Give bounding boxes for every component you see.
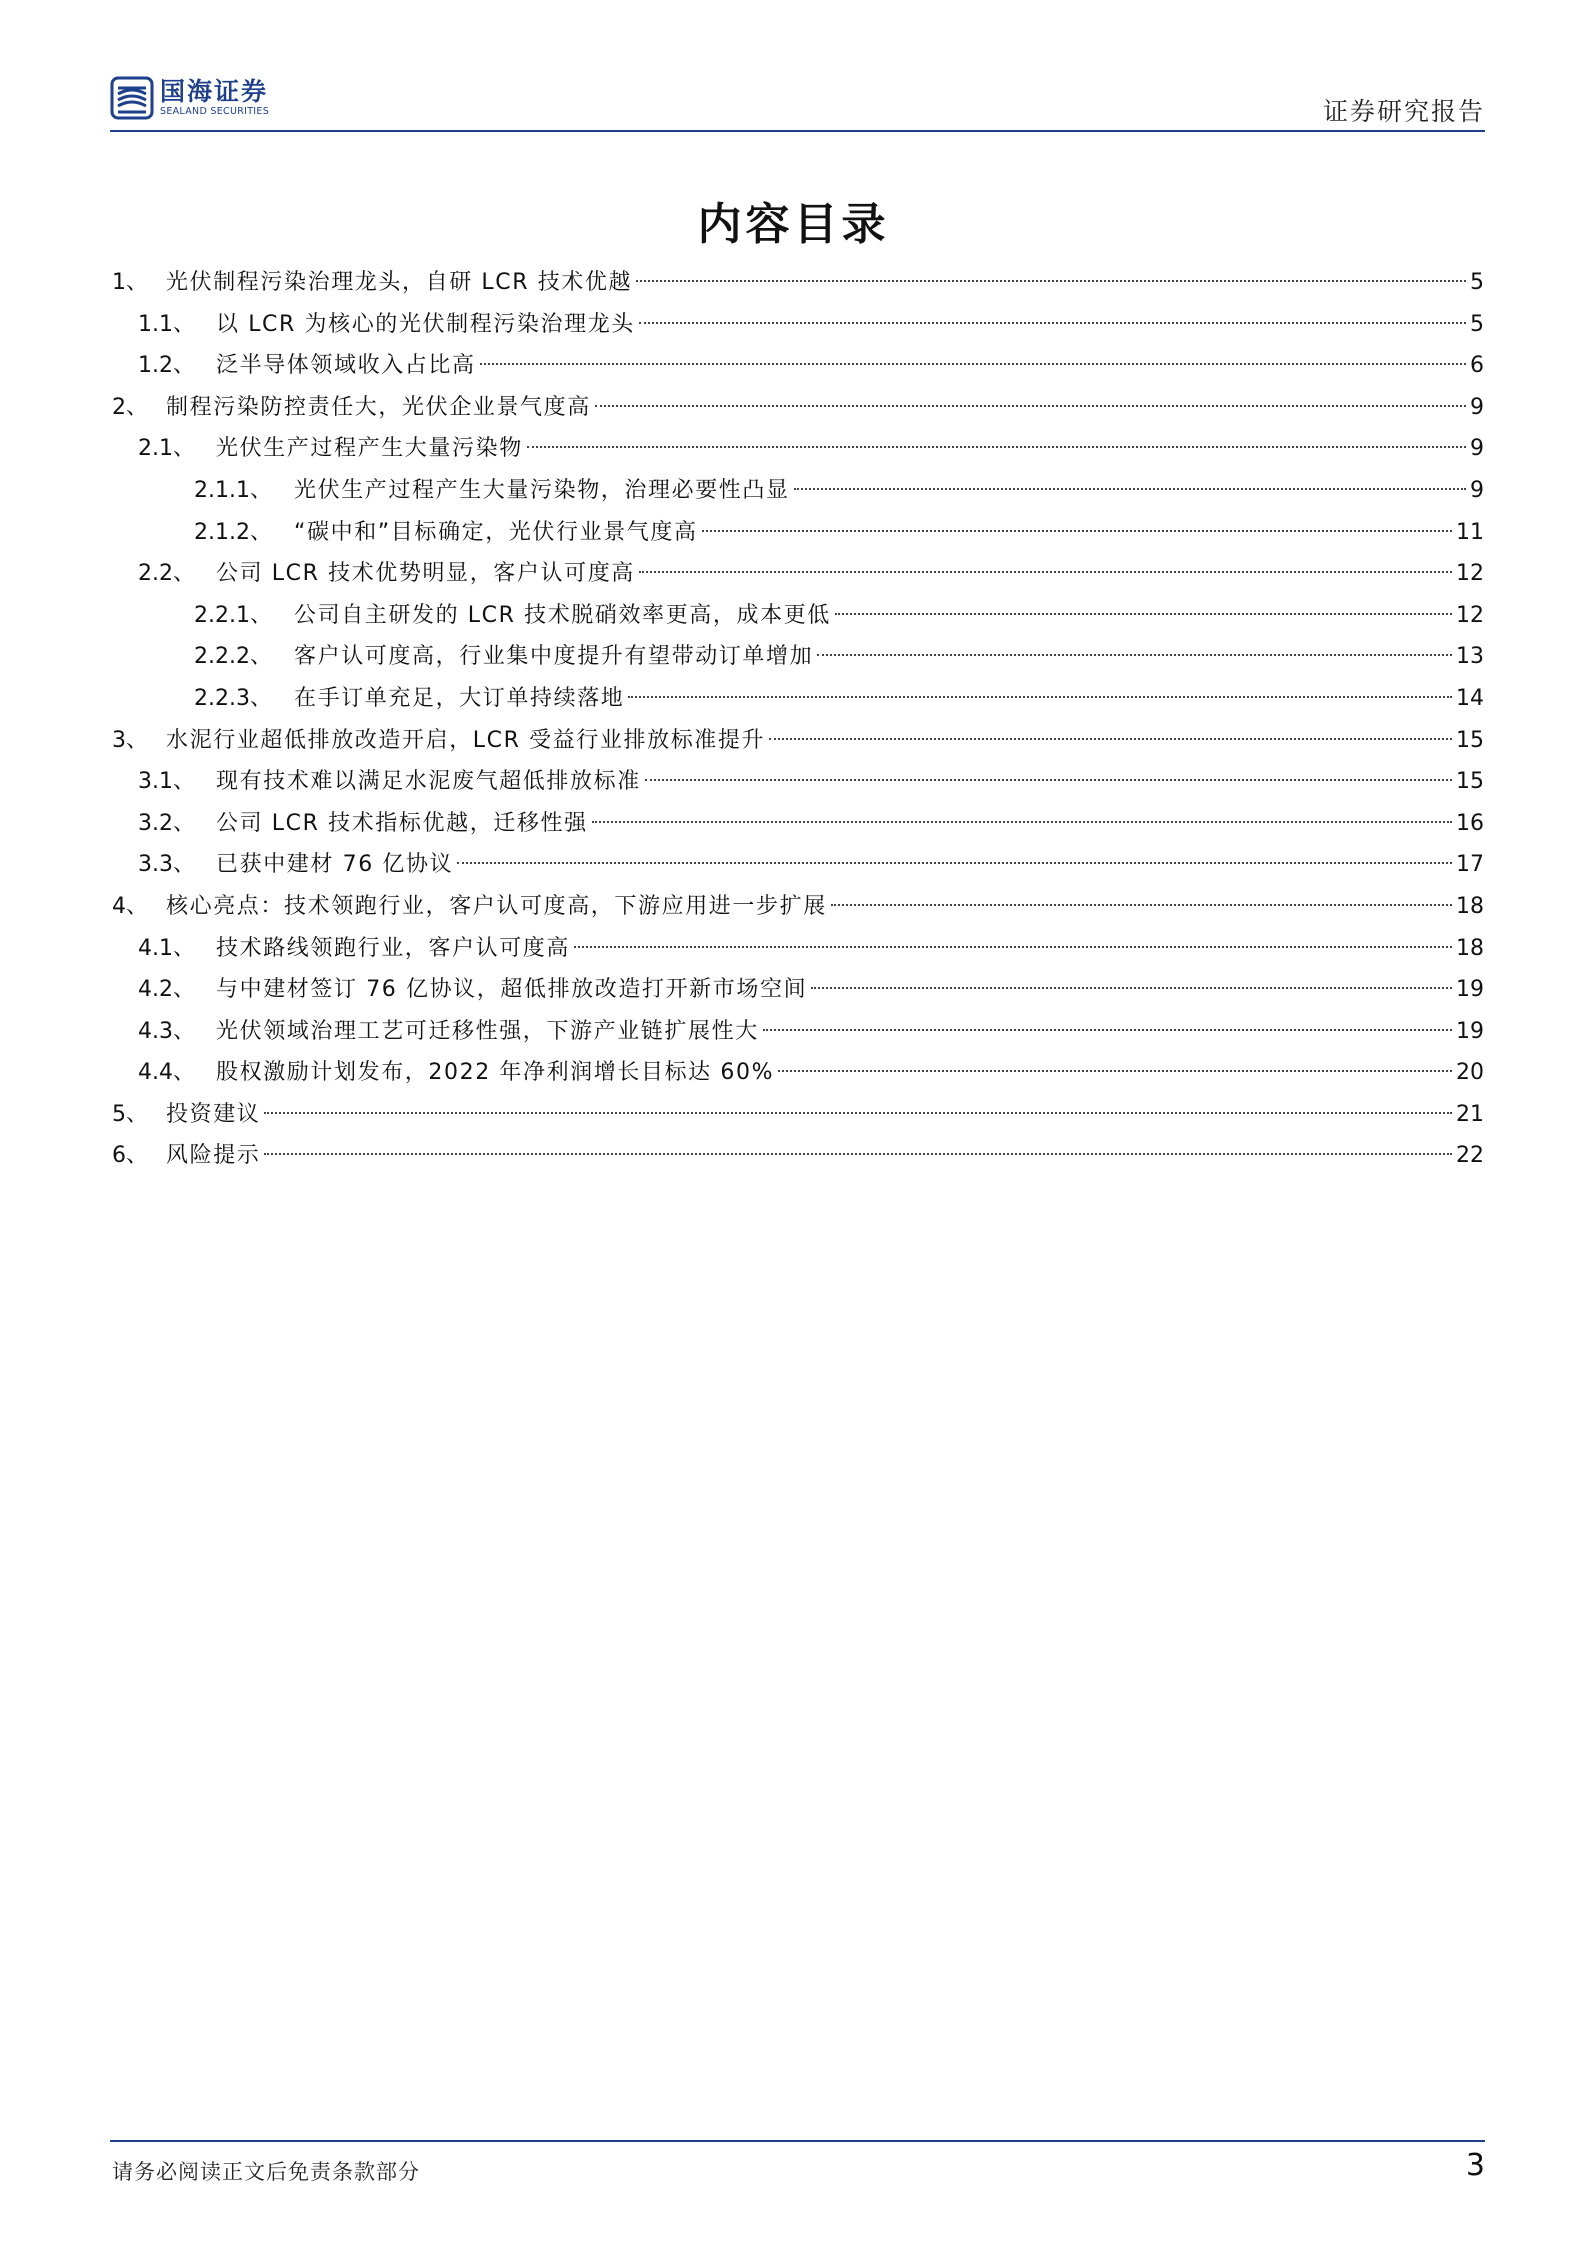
toc-entry-label: 股权激励计划发布，2022 年净利润增长目标达 60% xyxy=(216,1060,775,1086)
toc-dot-leader xyxy=(763,1029,1452,1031)
toc-entry-number: 4、 xyxy=(112,893,148,919)
toc-entry-label: 现有技术难以满足水泥废气超低排放标准 xyxy=(216,769,641,795)
disclaimer-note: 请务必阅读正文后免责条款部分 xyxy=(112,2160,420,2184)
toc-dot-leader xyxy=(574,946,1452,948)
toc-entry-number: 3.1、 xyxy=(138,769,195,795)
footer-divider xyxy=(110,2140,1485,2142)
toc-dot-leader xyxy=(639,571,1452,573)
page-number: 3 xyxy=(1465,2148,1485,2183)
toc-entry[interactable] xyxy=(112,928,1484,970)
toc-dot-leader xyxy=(835,613,1452,615)
toc-entry-label: 风险提示 xyxy=(166,1143,261,1169)
toc-dot-leader xyxy=(831,904,1452,906)
toc-entry[interactable] xyxy=(112,678,1484,720)
toc-entry-label: 水泥行业超低排放改造开启，LCR 受益行业排放标准提升 xyxy=(166,727,766,753)
toc-entry-number: 5、 xyxy=(112,1101,148,1127)
toc-dot-leader xyxy=(264,1112,1452,1114)
toc-entry[interactable] xyxy=(112,470,1484,512)
toc-dot-leader xyxy=(639,322,1466,324)
toc-entry[interactable] xyxy=(112,1135,1484,1177)
toc-entry-label: 公司 LCR 技术优势明显，客户认可度高 xyxy=(216,561,635,587)
toc-entry-label: 已获中建材 76 亿协议 xyxy=(216,852,454,878)
toc-entry-number: 2、 xyxy=(112,394,148,420)
toc-entry-label: 制程污染防控责任大，光伏企业景气度高 xyxy=(166,394,591,420)
toc-entry[interactable] xyxy=(112,428,1484,470)
toc-title: 内容目录 xyxy=(697,199,890,250)
toc-entry-page: 13 xyxy=(1456,644,1484,670)
toc-entry-label: 光伏制程污染治理龙头，自研 LCR 技术优越 xyxy=(166,270,633,295)
toc-entry[interactable] xyxy=(112,636,1484,678)
toc-entry-label: “碳中和”目标确定，光伏行业景气度高 xyxy=(294,519,698,545)
toc-dot-leader xyxy=(595,405,1466,407)
toc-entry[interactable] xyxy=(112,1011,1484,1053)
toc-entry[interactable] xyxy=(112,844,1484,886)
toc-entry-label: 光伏生产过程产生大量污染物，治理必要性凸显 xyxy=(294,477,790,503)
toc-entry[interactable] xyxy=(112,387,1484,429)
toc-entry-label: 技术路线领跑行业，客户认可度高 xyxy=(216,935,571,961)
toc-entry-label: 公司自主研发的 LCR 技术脱硝效率更高，成本更低 xyxy=(294,602,831,628)
toc-dot-leader xyxy=(778,1070,1452,1072)
toc-entry-page: 17 xyxy=(1456,852,1484,878)
toc-entry-label: 与中建材签订 76 亿协议，超低排放改造打开新市场空间 xyxy=(216,977,808,1003)
toc-entry-number: 3、 xyxy=(112,727,148,753)
toc-entry[interactable] xyxy=(112,886,1484,928)
report-type-label: 证券研究报告 xyxy=(1322,97,1485,126)
toc-entry-page: 19 xyxy=(1456,1018,1484,1044)
toc-entry-page: 16 xyxy=(1456,810,1484,836)
toc-dot-leader xyxy=(645,779,1452,781)
toc-entry[interactable] xyxy=(112,345,1484,387)
toc-dot-leader xyxy=(264,1153,1452,1155)
toc-entry-page: 12 xyxy=(1456,602,1484,628)
toc-entry-number: 3.2、 xyxy=(138,810,195,836)
toc-entry[interactable] xyxy=(112,262,1484,304)
logo-chinese-name: 国海证券 xyxy=(160,77,269,107)
toc-entry-page: 22 xyxy=(1456,1143,1484,1169)
toc-entry-page: 18 xyxy=(1456,935,1484,961)
toc-entry[interactable] xyxy=(112,969,1484,1011)
toc-entry-number: 4.1、 xyxy=(138,935,195,961)
toc-entry-page: 9 xyxy=(1470,477,1484,503)
toc-entry-page: 6 xyxy=(1470,353,1484,379)
toc-entry-page: 18 xyxy=(1456,893,1484,919)
toc-dot-leader xyxy=(702,530,1452,532)
page-header xyxy=(110,70,1485,132)
toc-entry-page: 11 xyxy=(1456,519,1484,545)
toc-entry[interactable] xyxy=(112,595,1484,637)
toc-entry-label: 公司 LCR 技术指标优越，迁移性强 xyxy=(216,810,588,836)
toc-dot-leader xyxy=(636,280,1466,282)
sealand-logo-icon xyxy=(110,76,154,120)
toc-entry-number: 2.2.3、 xyxy=(194,685,272,711)
table-of-contents xyxy=(112,262,1484,1177)
toc-entry-number: 2.2.2、 xyxy=(194,644,272,670)
toc-entry-page: 15 xyxy=(1456,727,1484,753)
toc-entry-label: 以 LCR 为核心的光伏制程污染治理龙头 xyxy=(216,311,635,337)
toc-dot-leader xyxy=(527,446,1466,448)
toc-entry-label: 投资建议 xyxy=(166,1101,261,1127)
toc-entry[interactable] xyxy=(112,1052,1484,1094)
toc-entry-page: 5 xyxy=(1470,270,1484,295)
toc-dot-leader xyxy=(794,488,1466,490)
toc-dot-leader xyxy=(457,862,1452,864)
toc-entry-number: 3.3、 xyxy=(138,852,195,878)
toc-dot-leader xyxy=(628,696,1452,698)
toc-dot-leader xyxy=(592,821,1452,823)
toc-entry-page: 15 xyxy=(1456,769,1484,795)
toc-entry-label: 光伏生产过程产生大量污染物 xyxy=(216,436,523,462)
toc-entry-number: 1.2、 xyxy=(138,353,195,379)
toc-entry-label: 光伏领域治理工艺可迁移性强，下游产业链扩展性大 xyxy=(216,1018,759,1044)
toc-entry-number: 4.2、 xyxy=(138,977,195,1003)
toc-entry-label: 在手订单充足，大订单持续落地 xyxy=(294,685,625,711)
toc-dot-leader xyxy=(480,363,1466,365)
toc-entry-label: 核心亮点：技术领跑行业，客户认可度高，下游应用进一步扩展 xyxy=(166,893,827,919)
toc-entry-page: 19 xyxy=(1456,977,1484,1003)
toc-entry[interactable] xyxy=(112,304,1484,346)
toc-entry-page: 9 xyxy=(1470,436,1484,462)
toc-entry-number: 1.1、 xyxy=(138,311,195,337)
toc-entry[interactable] xyxy=(112,1094,1484,1136)
sealand-logo xyxy=(110,76,269,120)
toc-entry[interactable] xyxy=(112,553,1484,595)
toc-entry[interactable] xyxy=(112,803,1484,845)
toc-entry-number: 2.1、 xyxy=(138,436,195,462)
toc-entry-number: 4.3、 xyxy=(138,1018,195,1044)
toc-entry-label: 客户认可度高，行业集中度提升有望带动订单增加 xyxy=(294,644,814,670)
toc-entry-number: 2.1.1、 xyxy=(194,477,272,503)
toc-entry[interactable] xyxy=(112,512,1484,554)
toc-entry-page: 14 xyxy=(1456,685,1484,711)
toc-entry-number: 2.2、 xyxy=(138,561,195,587)
toc-entry-number: 1、 xyxy=(112,270,148,295)
toc-entry[interactable] xyxy=(112,720,1484,762)
toc-entry-number: 2.1.2、 xyxy=(194,519,272,545)
toc-entry-label: 泛半导体领域收入占比高 xyxy=(216,353,476,379)
header-divider xyxy=(110,130,1485,132)
toc-entry[interactable] xyxy=(112,761,1484,803)
toc-entry-page: 20 xyxy=(1456,1060,1484,1086)
toc-entry-page: 9 xyxy=(1470,394,1484,420)
toc-dot-leader xyxy=(769,738,1452,740)
toc-entry-page: 5 xyxy=(1470,311,1484,337)
toc-entry-page: 21 xyxy=(1456,1101,1484,1127)
toc-entry-number: 4.4、 xyxy=(138,1060,195,1086)
logo-english-name: SEALAND SECURITIES xyxy=(160,106,270,118)
toc-entry-number: 6、 xyxy=(112,1143,148,1169)
toc-entry-page: 12 xyxy=(1456,561,1484,587)
toc-entry-number: 2.2.1、 xyxy=(194,602,272,628)
toc-dot-leader xyxy=(817,654,1452,656)
toc-dot-leader xyxy=(811,987,1452,989)
